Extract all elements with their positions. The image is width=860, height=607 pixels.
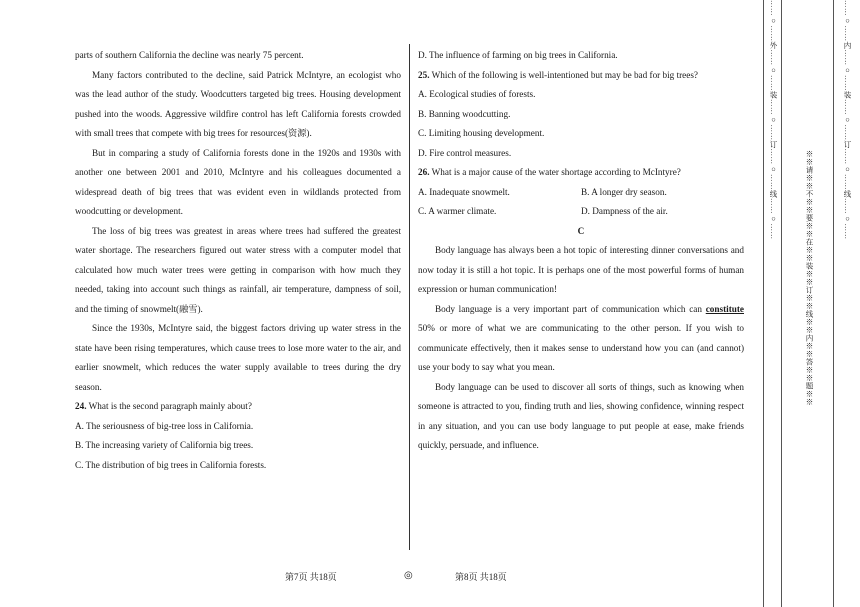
question-24 [75, 397, 401, 417]
option-row [418, 183, 744, 203]
page-number-right: 第8页 共18页 [455, 572, 507, 582]
question-25 [418, 66, 744, 86]
question-text: What is the second paragraph mainly about? [88, 401, 252, 411]
margin-line [763, 0, 764, 607]
text-run: 50% or more of what we are communicating to the other person. If you wish to communicate effectively, then it makes sense to understand how you can (and cannot) use your body to say what you mean. [418, 323, 744, 372]
right-column [418, 46, 744, 456]
option-c: C. Limiting housing development. [418, 128, 545, 138]
question-text: What is a major cause of the water shortage according to McIntyre? [431, 167, 681, 177]
text-run: Body language is a very important part of communication which can [435, 303, 706, 314]
option-d: D. Dampness of the air. [581, 206, 668, 216]
question-number: 24. [75, 401, 87, 411]
option-row [418, 202, 744, 222]
question-26 [418, 163, 744, 183]
passage-paragraph: The loss of big trees was greatest in areas where trees had suffered the greatest water shortage. The researchers figured out water stress with a computer model that calculated how much water trees were getting in comparison with how much they needed, taking into account such things as rainfall, air temperature, dampness of soil, and the timing of snowmelt(融雪). [75, 225, 401, 314]
option-c: C. The distribution of big trees in California forests. [75, 459, 267, 470]
option-b: B. A longer dry season. [581, 186, 667, 197]
option-a: A. Inadequate snowmelt. [418, 186, 510, 197]
binding-strip-warning: ※※请※※不※※要※※在※※装※※订※※线※※内※※答※※题※※ [805, 150, 814, 406]
passage-paragraph: But in comparing a study of California forests done in the 1920s and 1930s with another one between 2001 and 2010, McIntyre and his colleagues documented a widespread death of big trees that was evident even in wildlands protected from woodcutting or development. [75, 147, 401, 216]
question-number: 26. [418, 167, 430, 177]
center-symbol: ◎ [404, 570, 413, 581]
question-number: 25. [418, 69, 430, 80]
option-c: C. A warmer climate. [418, 206, 497, 216]
binding-strip-outer: ……○……外……○……装……○……订……○……线……○…… [769, 0, 778, 240]
passage-paragraph [418, 300, 744, 378]
section-label: C [577, 225, 585, 236]
option-d: D. Fire control measures. [418, 147, 512, 158]
option-b: B. Banning woodcutting. [418, 108, 511, 119]
passage-paragraph: Since the 1930s, McIntyre said, the biggest factors driving up water stress in the state have been rising temperatures, which cause trees to lose more water to the air, and earlier snowmelt, which reduces the water supply available to trees during the dry season. [75, 323, 401, 392]
option-b: B. The increasing variety of California big trees. [75, 440, 254, 450]
margin-line [781, 0, 782, 607]
option-a: A. The seriousness of big-tree loss in California. [75, 420, 254, 431]
passage-paragraph: parts of southern California the decline was nearly 75 percent. [75, 50, 304, 60]
left-column [75, 46, 401, 475]
passage-paragraph: Many factors contributed to the decline, said Patrick McIntyre, an ecologist who was the lead author of the study. Woodcutters targeted big trees. Housing development pushed into the woods. Aggressive wildfire control has left California forests crowded with small trees that compete with big trees for resources(资源). [75, 69, 401, 138]
underlined-keyword: constitute [705, 303, 744, 314]
question-text: Which of the following is well-intentioned but may be bad for big trees? [431, 69, 698, 80]
option-a: A. Ecological studies of forests. [418, 89, 536, 99]
column-divider [409, 44, 410, 550]
page-number-left: 第7页 共18页 [285, 572, 337, 582]
option-d: D. The influence of farming on big trees in California. [418, 50, 618, 60]
passage-paragraph: Body language can be used to discover all sorts of things, such as knowing when someone is attracted to you, finding truth and lies, showing confidence, winning respect in any situation, and you can use body language to put people at ease, make friends quickly, persuade, and influence. [418, 381, 744, 450]
margin-line [833, 0, 834, 607]
passage-paragraph: Body language has always been a hot topic of interesting dinner conversations and now today it is still a hot topic. It is perhaps one of the most powerful forms of human expression or human communication! [418, 245, 744, 294]
binding-strip-inner: ……○……内……○……装……○……订……○……线……○…… [843, 0, 852, 240]
